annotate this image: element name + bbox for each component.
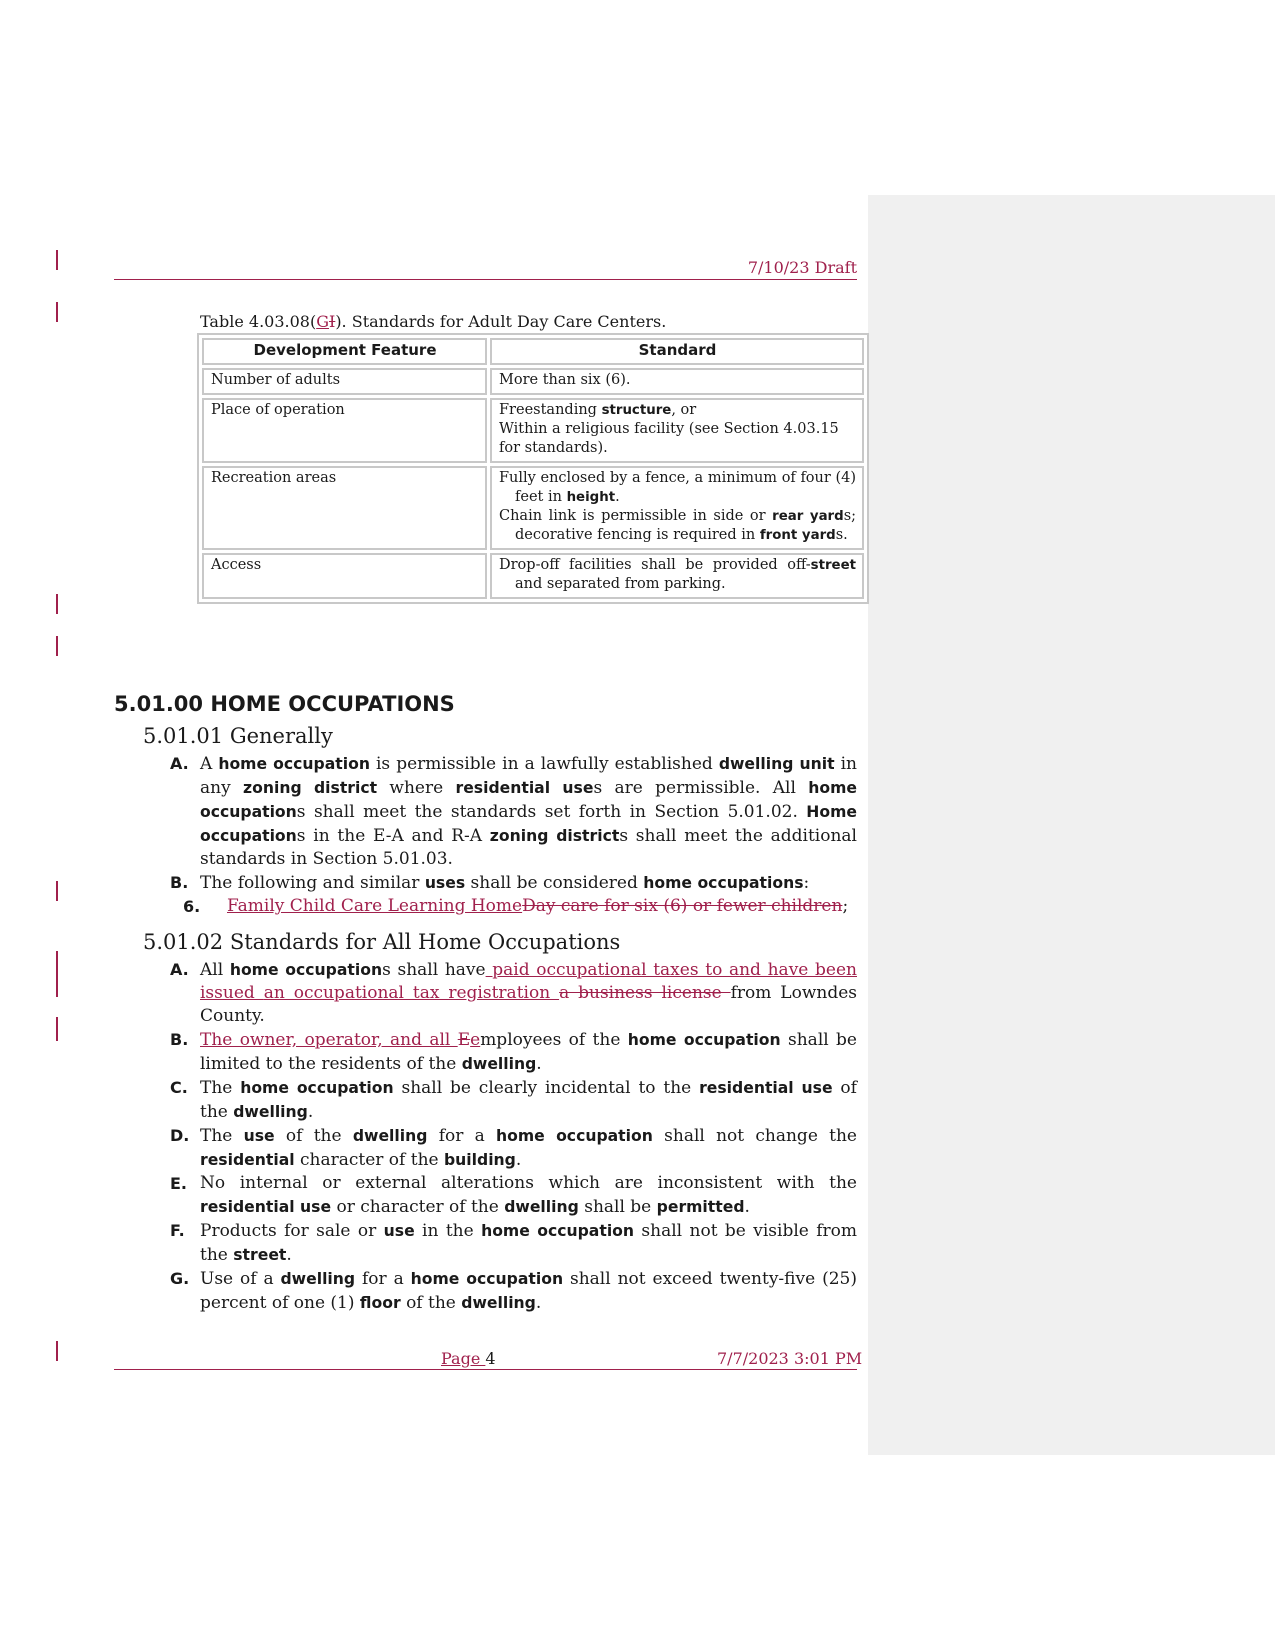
table-cell-standard: Freestanding structure, or Within a religious facility (see Section 4.03.15 for standards). (490, 398, 864, 463)
table-cell-standard: Fully enclosed by a fence, a minimum of four (4) feet in height. Chain link is permissible in side or rear yards; decorative fencing is required in front yards. (490, 466, 864, 550)
list-item: G. Use of a dwelling for a home occupation shall not exceed twenty-five (25) percent of one (1) floor of the dwelling. (170, 1269, 857, 1313)
change-bar (56, 951, 58, 997)
header-draft-label: 7/10/23 Draft (747, 258, 857, 277)
table-row (202, 368, 864, 395)
list-item: 6. Family Child Care Learning HomeDay care for six (6) or fewer children; (183, 896, 849, 916)
footer-timestamp: 7/7/2023 3:01 PM (717, 1349, 863, 1368)
list-item: B. The following and similar uses shall be considered home occupations: (170, 873, 810, 893)
table-row (202, 466, 864, 550)
table-cell-feature: Recreation areas (202, 466, 487, 550)
header-rule (114, 279, 857, 280)
column-header: Development Feature (202, 338, 487, 365)
list-item: F. Products for sale or use in the home occupation shall not be visible from the street. (170, 1221, 857, 1265)
list-item: A. All home occupations shall have paid occupational taxes to and have been issued an occupational tax registration a business license from Lowndes County. (170, 960, 857, 1026)
table-row (202, 553, 864, 599)
comment-pane (868, 195, 1275, 1455)
footer-rule (114, 1369, 857, 1370)
list-item: C. The home occupation shall be clearly incidental to the residential use of the dwelling. (170, 1078, 857, 1122)
subsection-heading-generally: 5.01.01 Generally (143, 724, 333, 748)
table-cell-feature: Place of operation (202, 398, 487, 463)
change-bar (56, 302, 58, 322)
standards-table (197, 333, 869, 604)
section-heading: 5.01.00 HOME OCCUPATIONS (114, 692, 455, 716)
list-item: A. A home occupation is permissible in a lawfully established dwelling unit in any zoning district where residential uses are permissible. All home occupations shall meet the standards set forth in Section 5.01.02. Home occupations in the E-A and R-A zoning districts shall meet the additional standards in Section 5.01.03. (170, 754, 857, 869)
change-bar (56, 594, 58, 614)
table-cell-feature: Number of adults (202, 368, 487, 395)
change-bar (56, 1341, 58, 1361)
change-bar (56, 1017, 58, 1041)
standards-list (170, 958, 857, 1315)
list-item: E. No internal or external alterations which are inconsistent with the residential use or character of the dwelling shall be permitted. (170, 1173, 857, 1217)
change-bar (56, 881, 58, 901)
generally-list (170, 752, 857, 918)
table-cell-standard: Drop-off facilities shall be provided off-street and separated from parking. (490, 553, 864, 599)
subsection-heading-standards: 5.01.02 Standards for All Home Occupations (143, 930, 621, 954)
list-item: D. The use of the dwelling for a home occupation shall not change the residential character of the building. (170, 1126, 857, 1170)
change-bar (56, 636, 58, 656)
table-row (202, 398, 864, 463)
table-caption: Table 4.03.08(GI). Standards for Adult Day Care Centers. (200, 312, 667, 331)
table-cell-feature: Access (202, 553, 487, 599)
table-header-row (202, 338, 864, 365)
list-item: B. The owner, operator, and all Eemployees of the home occupation shall be limited to the residents of the dwelling. (170, 1030, 857, 1074)
footer-page-number: Page 4 (441, 1349, 496, 1368)
table-cell-standard: More than six (6). (490, 368, 864, 395)
column-header: Standard (490, 338, 864, 365)
change-bar (56, 250, 58, 270)
